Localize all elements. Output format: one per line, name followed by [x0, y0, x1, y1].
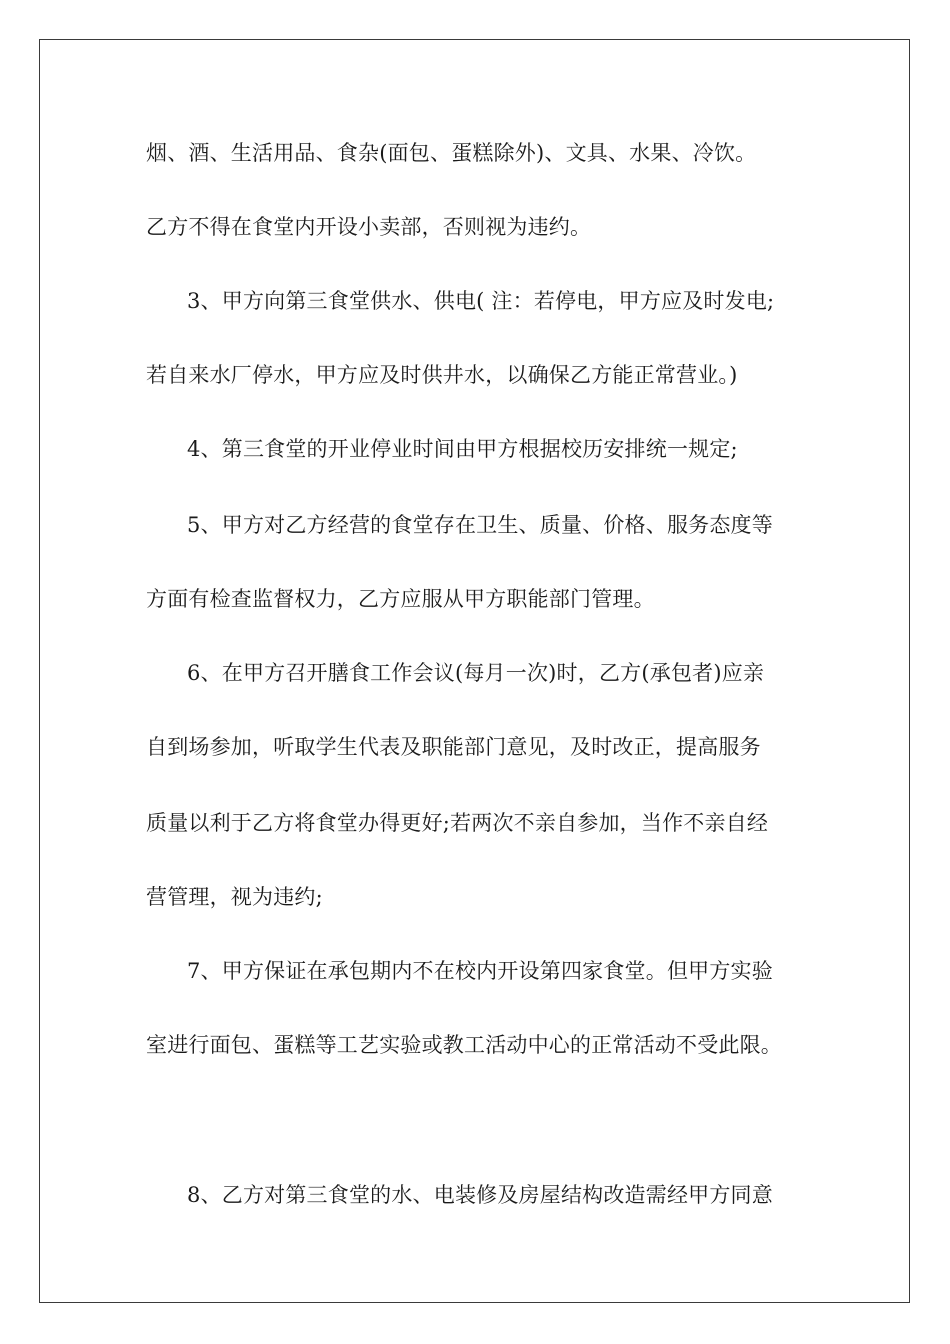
clause-7-line-1: 7、甲方保证在承包期内不在校内开设第四家食堂。但甲方实验 [187, 959, 773, 983]
clause-8-line-1: 8、乙方对第三食堂的水、电装修及房屋结构改造需经甲方同意 [187, 1183, 773, 1207]
text-line-1: 烟、酒、生活用品、食杂(面包、蛋糕除外)、文具、水果、冷饮。 [146, 141, 757, 165]
clause-4-line-1: 4、第三食堂的开业停业时间由甲方根据校历安排统一规定; [187, 437, 738, 461]
clause-3-line-2: 若自来水厂停水，甲方应及时供井水，以确保乙方能正常营业。) [146, 363, 738, 387]
text-line-2: 乙方不得在食堂内开设小卖部，否则视为违约。 [146, 215, 592, 239]
clause-5-line-1: 5、甲方对乙方经营的食堂存在卫生、质量、价格、服务态度等 [187, 513, 773, 537]
clause-6-line-1: 6、在甲方召开膳食工作会议(每月一次)时，乙方(承包者)应亲 [187, 661, 765, 685]
clause-6-line-4: 营管理，视为违约; [146, 885, 323, 909]
clause-6-line-3: 质量以利于乙方将食堂办得更好;若两次不亲自参加，当作不亲自经 [146, 811, 769, 835]
clause-7-line-2: 室进行面包、蛋糕等工艺实验或教工活动中心的正常活动不受此限。 [146, 1033, 782, 1057]
clause-6-line-2: 自到场参加，听取学生代表及职能部门意见，及时改正，提高服务 [146, 735, 761, 759]
clause-5-line-2: 方面有检查监督权力，乙方应服从甲方职能部门管理。 [146, 587, 655, 611]
clause-3-line-1: 3、甲方向第三食堂供水、供电( 注：若停电，甲方应及时发电; [187, 289, 775, 313]
